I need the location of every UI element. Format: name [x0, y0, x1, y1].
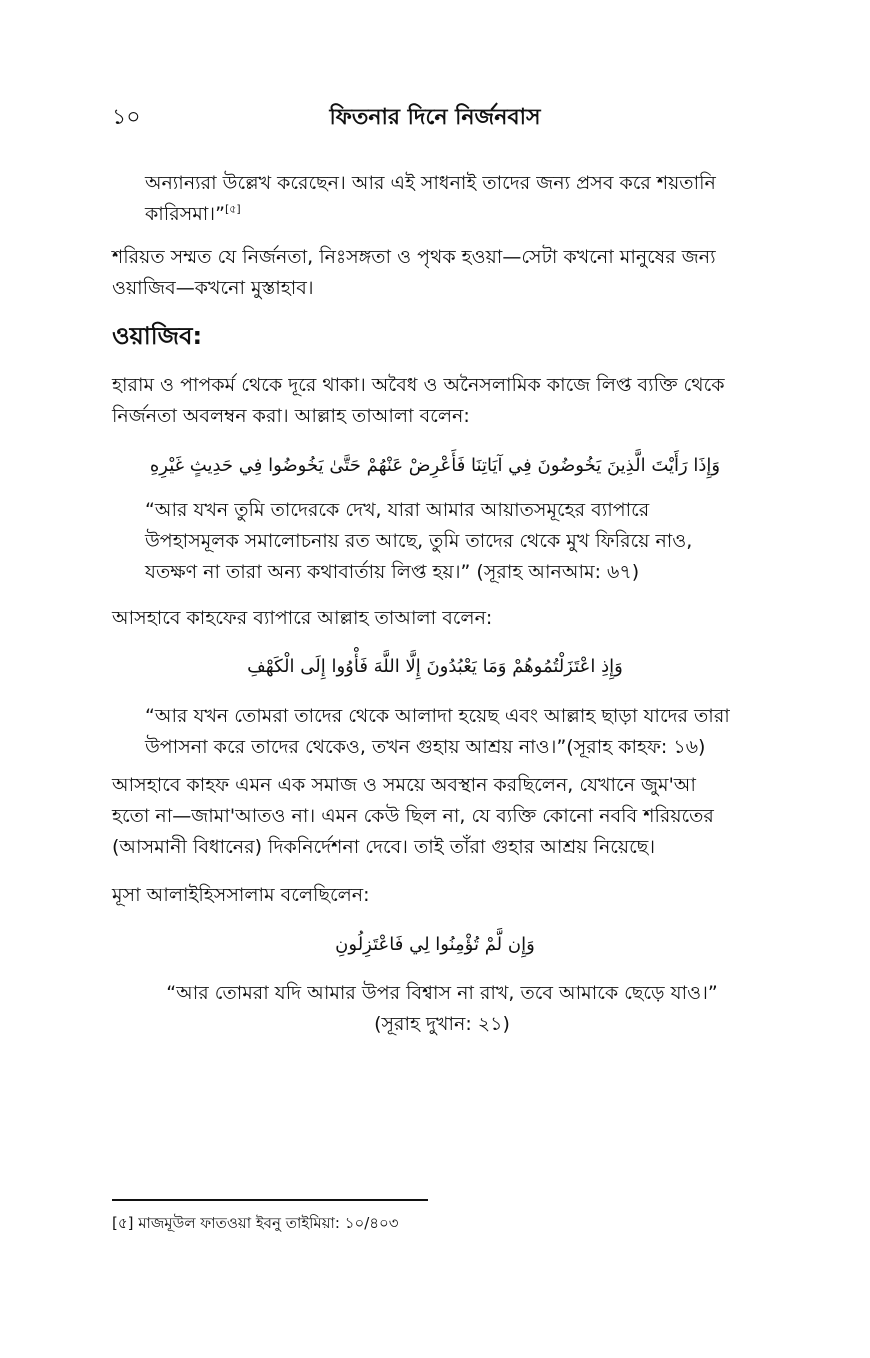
intro-line-1: অন্যান্যরা উল্লেখ করেছেন। আর এই সাধনাই তাদের জন্য প্রসব করে শয়তানি [145, 172, 716, 194]
translation-kahf [145, 701, 765, 763]
para2-line-2: নির্জনতা অবলম্বন করা। আল্লাহ তাআলা বলেন: [112, 405, 470, 427]
intro-line-2 [145, 199, 765, 230]
para4-line-3: (আসমানী বিধানের) দিকনির্দেশনা দেবে। তাই তাঁরা গুহার আশ্রয় নিয়েছে। [112, 836, 656, 858]
para1-line-2: ওয়াজিব—কখনো মুস্তাহাব। [112, 277, 314, 299]
para4-line-2: হতো না—জামা'আতও না। এমন কেউ ছিল না, যে ব্যক্তি কোনো নববি শরিয়তের [112, 805, 714, 827]
running-title: ফিতনার দিনে নির্জনবাস [329, 105, 541, 130]
arabic-verse-kahf: وَإِذِ اعْتَزَلْتُمُوهُمْ وَمَا يَعْبُدُونَ إِلَّا اللَّهَ فَأْوُوا إِلَى الْكَهْفِ [247, 656, 623, 677]
section-heading-wajib: ওয়াজিব: [112, 322, 203, 350]
paragraph-sharia-seclusion [112, 242, 772, 304]
footnote-text: [৫] মাজমূউল ফাতওয়া ইবনু তাইমিয়া: ১০/৪০৩ [112, 1214, 399, 1232]
paragraph-ashab-kahf-intro: আসহাবে কাহফের ব্যাপারে আল্লাহ তাআলা বলেন: [112, 607, 493, 629]
intro-line-2-text: কারিসমা।” [145, 203, 225, 225]
paragraph-wajib-desc [112, 370, 772, 432]
translation-dukhan [112, 978, 772, 1040]
paragraph-musa-said: মূসা আলাইহিসসালাম বলেছিলেন: [112, 884, 370, 906]
para1-line-1: শরিয়ত সম্মত যে নির্জনতা, নিঃসঙ্গতা ও পৃথক হওয়া—সেটা কখনো মানুষের জন্য [112, 246, 716, 268]
verse1-line-1: “আর যখন তুমি তাদেরকে দেখ, যারা আমার আয়াতসমূহের ব্যাপারে [145, 499, 650, 521]
intro-quote [145, 168, 765, 230]
para2-line-1: হারাম ও পাপকর্ম থেকে দূরে থাকা। অবৈধ ও অনৈসলামিক কাজে লিপ্ত ব্যক্তি থেকে [112, 374, 725, 396]
verse2-line-1: “আর যখন তোমরা তাদের থেকে আলাদা হয়েছ এবং আল্লাহ ছাড়া যাদের তারা [145, 705, 730, 727]
verse2-line-2: উপাসনা করে তাদের থেকেও, তখন গুহায় আশ্রয় নাও।”(সূরাহ কাহফ: ১৬) [145, 736, 706, 758]
footnote-divider [112, 1199, 428, 1201]
page-number: ১০ [112, 105, 141, 130]
verse1-line-2: উপহাসমূলক সমালোচনায় রত আছে, তুমি তাদের থেকে মুখ ফিরিয়ে নাও, [145, 530, 693, 552]
verse1-line-3: যতক্ষণ না তারা অন্য কথাবার্তায় লিপ্ত হয়।” (সূরাহ আনআম: ৬৭) [145, 561, 640, 583]
paragraph-ashab-kahf-context [112, 770, 772, 863]
verse3-line-2: (সূরাহ দুখান: ২১) [374, 1013, 510, 1035]
arabic-verse-anam: وَإِذَا رَأَيْتَ الَّذِينَ يَخُوضُونَ فِي آيَاتِنَا فَأَعْرِضْ عَنْهُمْ حَتَّىٰ يَخُوضُوا فِي حَدِيثٍ غَيْرِهِ [149, 455, 721, 476]
translation-anam [145, 495, 765, 588]
verse3-line-1: “আর তোমরা যদি আমার উপর বিশ্বাস না রাখ, তবে আমাকে ছেড়ে যাও।” [166, 982, 718, 1004]
footnote-ref[interactable]: [৫] [224, 202, 241, 216]
arabic-verse-dukhan: وَإِن لَّمْ تُؤْمِنُوا لِي فَاعْتَزِلُونِ [335, 934, 535, 955]
para4-line-1: আসহাবে কাহফ এমন এক সমাজ ও সময়ে অবস্থান করছিলেন, যেখানে জুম'আ [112, 774, 696, 796]
